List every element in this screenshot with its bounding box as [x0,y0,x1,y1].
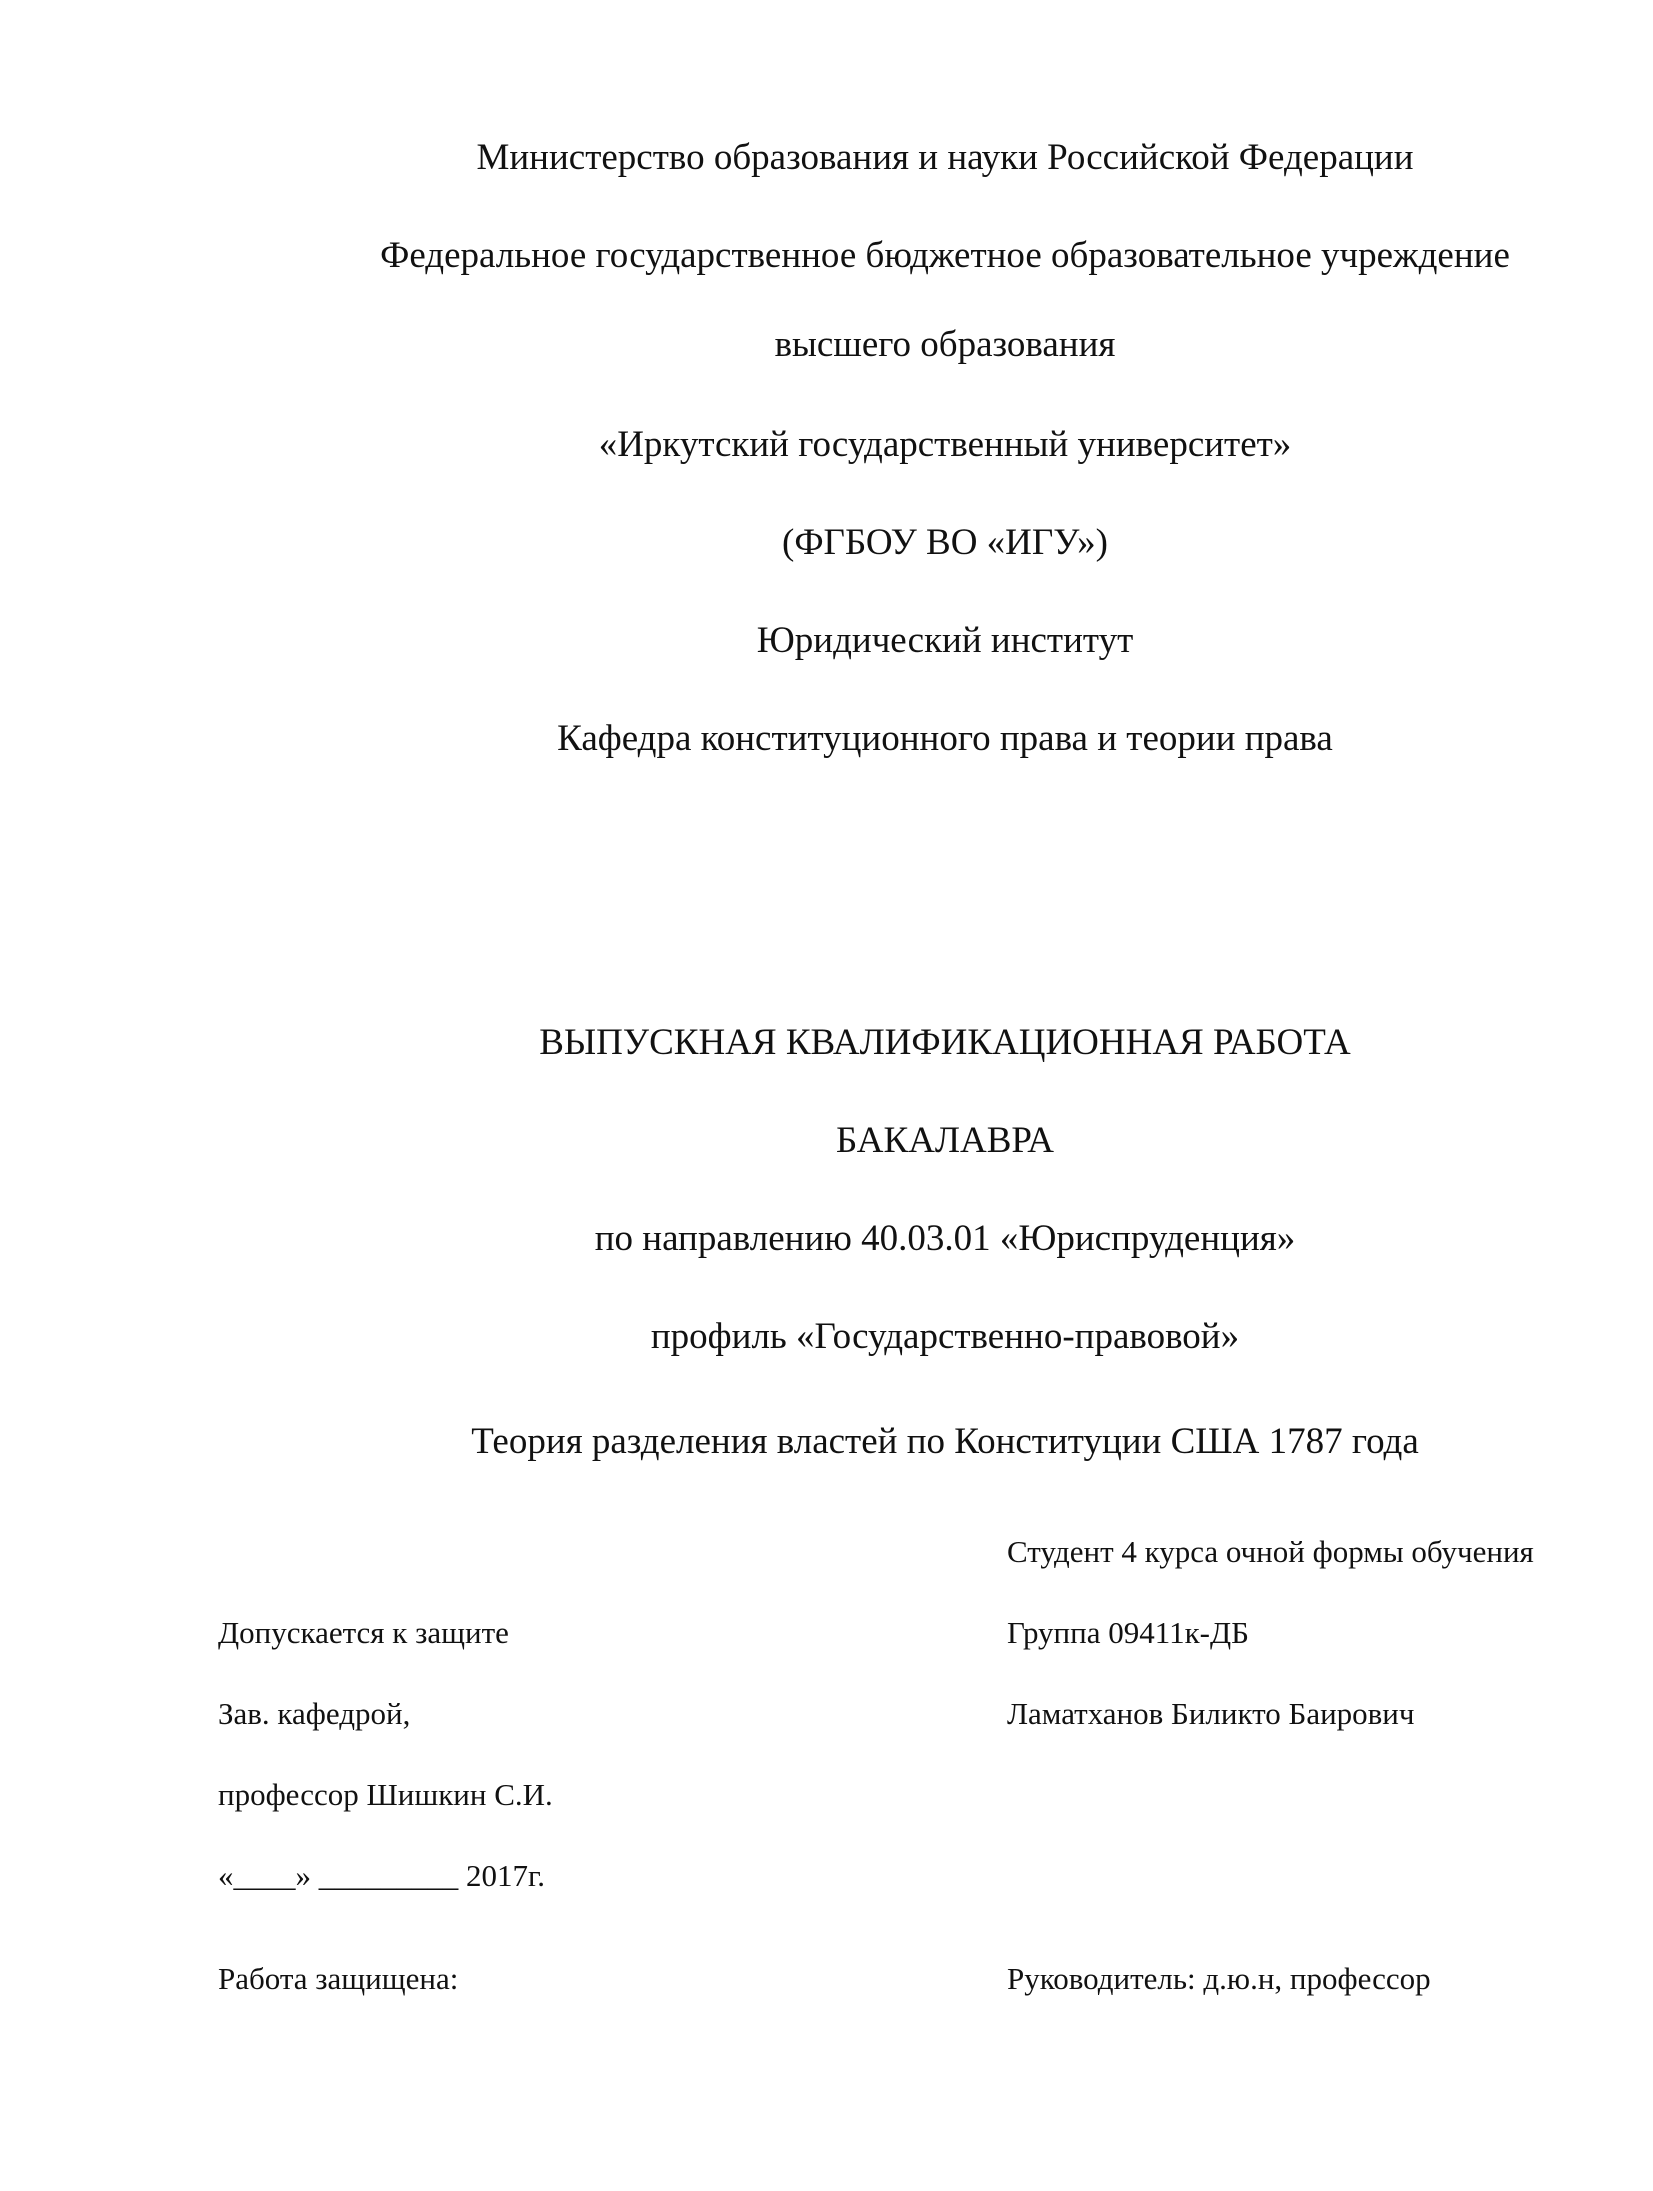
university-abbreviation: (ФГБОУ ВО «ИГУ») [782,522,1108,563]
student-group: Группа 09411к-ДБ [1007,1615,1249,1650]
study-direction: по направлению 40.03.01 «Юриспруденция» [594,1218,1296,1259]
department-name: Кафедра конституционного права и теории права [557,718,1333,759]
defended-label: Работа защищена: [218,1961,459,1996]
student-name: Ламатханов Биликто Баирович [1007,1696,1415,1731]
admission-label: Допускается к защите [218,1615,509,1650]
ministry-line: Министерство образования и науки Российской Федерации [476,137,1414,178]
department-head-title: Зав. кафедрой, [218,1696,411,1731]
study-profile: профиль «Государственно-правовой» [650,1316,1240,1357]
student-course: Студент 4 курса очной формы обучения [1007,1534,1534,1569]
admission-date-line: «____» _________ 2017г. [218,1858,545,1893]
thesis-topic: Теория разделения властей по Конституции США 1787 года [471,1421,1419,1462]
degree-title: БАКАЛАВРА [836,1120,1054,1161]
institute-name: Юридический институт [756,620,1134,661]
education-level-line: высшего образования [774,324,1116,365]
institution-type-line: Федеральное государственное бюджетное образовательное учреждение [380,235,1510,276]
work-type-title: ВЫПУСКНАЯ КВАЛИФИКАЦИОННАЯ РАБОТА [539,1022,1351,1063]
department-head-name: профессор Шишкин С.И. [218,1777,553,1812]
supervisor-line: Руководитель: д.ю.н, профессор [1007,1961,1431,1996]
university-name: «Иркутский государственный университет» [598,424,1292,465]
